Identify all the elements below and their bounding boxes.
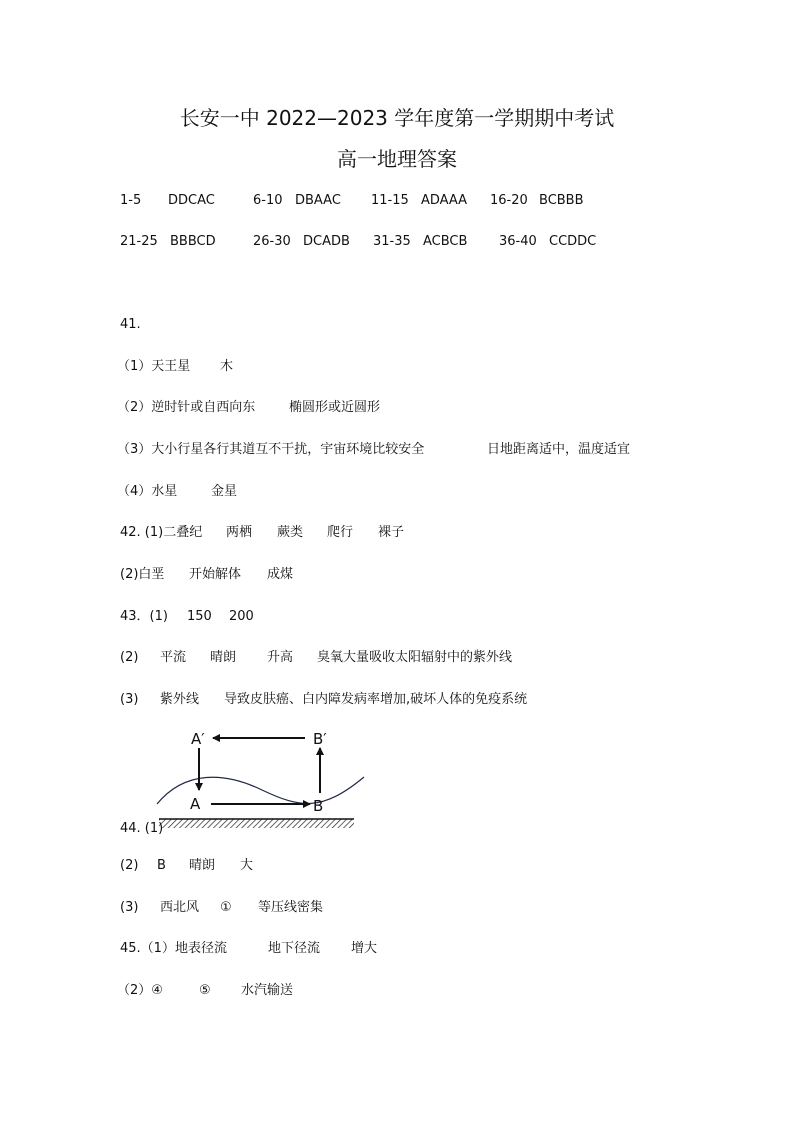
answer-text: 裸子 — [378, 525, 405, 540]
answer-text: 两栖 — [226, 525, 253, 540]
answer-text: 等压线密集 — [258, 900, 324, 915]
ground-surface — [159, 819, 354, 828]
answer-text: （2）逆时针或自西向东 — [117, 400, 256, 415]
mcq-range: 1-5 — [120, 193, 142, 208]
page-subtitle: 高一地理答案 — [337, 147, 457, 171]
mcq-range: 11-15 — [371, 193, 409, 208]
answer-text: (3) — [120, 900, 139, 915]
label-a-prime: A′ — [191, 730, 205, 748]
answer-text: 42. (1)二叠纪 — [120, 525, 203, 540]
mcq-answer: DBAAC — [295, 193, 341, 208]
page-title: 长安一中 2022—2023 学年度第一学期期中考试 — [179, 106, 615, 130]
answer-text: 增大 — [351, 941, 378, 956]
answer-text: 西北风 — [160, 900, 200, 915]
answer-text: 升高 — [267, 650, 294, 665]
answer-text: 开始解体 — [189, 567, 242, 582]
label-b-prime: B′ — [313, 730, 327, 748]
answer-text: (3) — [120, 692, 139, 707]
mcq-range: 26-30 — [253, 234, 291, 249]
mcq-answer: CCDDC — [549, 234, 597, 249]
mcq-answer: ADAAA — [421, 193, 468, 208]
answer-text: 晴朗 — [210, 650, 237, 665]
mcq-answer: ACBCB — [423, 234, 468, 249]
answer-text: 43．(1) — [120, 609, 168, 624]
mcq-answer: DDCAC — [168, 193, 215, 208]
answer-text: 木 — [220, 359, 234, 374]
answer-text: （4）水星 — [117, 484, 178, 499]
answer-text: （3）大小行星各行其道互不干扰，宇宙环境比较安全 — [117, 442, 425, 457]
label-b: B — [313, 797, 324, 815]
answer-text: 平流 — [160, 650, 187, 665]
answer-text: (2) — [120, 650, 139, 665]
answer-text: (2) — [120, 858, 139, 873]
answer-text: 200 — [229, 609, 254, 624]
answer-text: (2)白垩 — [120, 567, 165, 582]
answer-text: ⑤ — [199, 983, 211, 998]
answer-text: 爬行 — [327, 525, 354, 540]
answer-text: 金星 — [211, 484, 238, 499]
mcq-range: 36-40 — [499, 234, 537, 249]
mcq-range: 31-35 — [373, 234, 411, 249]
answer-text: （1）天王星 — [117, 359, 191, 374]
answer-text: B — [157, 858, 166, 873]
answer-text: 晴朗 — [189, 858, 216, 873]
question-number: 41. — [120, 317, 141, 332]
answer-text: 蕨类 — [277, 525, 304, 540]
mcq-range: 6-10 — [253, 193, 283, 208]
mcq-answer: DCADB — [303, 234, 350, 249]
answer-text: 水汽输送 — [241, 983, 294, 998]
mcq-answer: BBBCD — [170, 234, 216, 249]
answer-text: 臭氧大量吸收太阳辐射中的紫外线 — [317, 650, 513, 665]
mcq-range: 21-25 — [120, 234, 158, 249]
answer-text: 椭圆形或近圆形 — [289, 400, 381, 415]
label-a: A — [190, 795, 201, 813]
answer-text: 地下径流 — [268, 941, 321, 956]
answer-text: 大 — [240, 858, 254, 873]
answer-text: （2）④ — [117, 983, 163, 998]
answer-text: 44. (1) — [120, 821, 164, 836]
answer-text: 45.（1）地表径流 — [120, 941, 227, 956]
mcq-range: 16-20 — [490, 193, 528, 208]
answer-text: 日地距离适中，温度适宜 — [487, 442, 631, 457]
answer-text: 导致皮肤癌、白内障发病率增加,破坏人体的免疫系统 — [224, 692, 528, 707]
answer-text: 150 — [187, 609, 212, 624]
mcq-answer: BCBBB — [539, 193, 584, 208]
answer-text: 紫外线 — [160, 692, 200, 707]
answer-text: ① — [220, 900, 232, 915]
answer-text: 成煤 — [267, 567, 294, 582]
isobar-curve — [157, 777, 364, 804]
